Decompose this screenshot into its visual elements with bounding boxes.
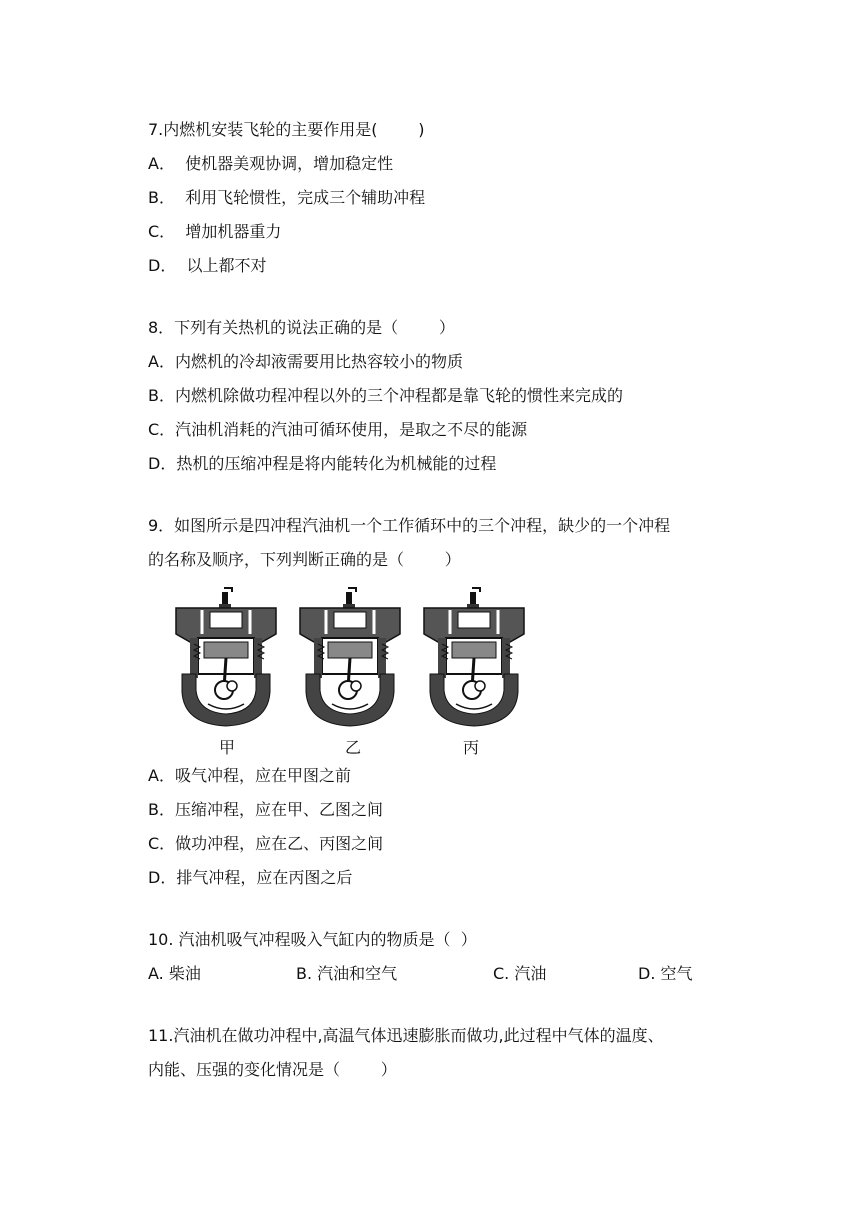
q7-option-b: B． 利用飞轮惯性，完成三个辅助冲程	[148, 188, 426, 207]
caption-yi: 乙	[344, 738, 361, 757]
q7-option-a: A． 使机器美观协调，增加稳定性	[148, 154, 394, 173]
q7-stem: 7.内燃机安装飞轮的主要作用是( )	[148, 120, 425, 139]
q8-option-d: D．热机的压缩冲程是将内能转化为机械能的过程	[148, 454, 497, 473]
caption-jia: 甲	[218, 738, 235, 757]
q8-option-b: B．内燃机除做功程冲程以外的三个冲程都是靠飞轮的惯性来完成的	[148, 386, 623, 405]
q11-stem-line2: 内能、压强的变化情况是（ ）	[148, 1060, 397, 1079]
q10-option-a: A. 柴油	[148, 964, 201, 983]
q11-stem-line1: 11.汽油机在做功冲程中,高温气体迅速膨胀而做功,此过程中气体的温度、	[148, 1026, 664, 1045]
q9-option-a: A．吸气冲程，应在甲图之前	[148, 766, 351, 785]
q10-stem: 10. 汽油机吸气冲程吸入气缸内的物质是（ ）	[148, 930, 477, 949]
q10-option-c: C. 汽油	[493, 964, 547, 983]
q9-stem-line2: 的名称及顺序，下列判断正确的是（ ）	[148, 550, 461, 569]
q8-option-a: A．内燃机的冷却液需要用比热容较小的物质	[148, 352, 463, 371]
q10-option-b: B. 汽油和空气	[296, 964, 398, 983]
engine-strokes-figure	[172, 582, 532, 742]
q7-option-c: C． 增加机器重力	[148, 222, 282, 241]
q9-stem-line1: 9．如图所示是四冲程汽油机一个工作循环中的三个冲程，缺少的一个冲程	[148, 516, 671, 535]
engine-diagram-jia	[172, 582, 280, 727]
engine-diagram-bing	[420, 582, 528, 727]
q10-option-d: D. 空气	[638, 964, 693, 983]
engine-diagram-yi	[296, 582, 404, 727]
q8-stem: 8．下列有关热机的说法正确的是（ ）	[148, 318, 455, 337]
q9-option-c: C．做功冲程，应在乙、丙图之间	[148, 834, 384, 853]
q8-option-c: C．汽油机消耗的汽油可循环使用，是取之不尽的能源	[148, 420, 528, 439]
q9-option-b: B．压缩冲程，应在甲、乙图之间	[148, 800, 383, 819]
q9-option-d: D．排气冲程，应在丙图之后	[148, 868, 353, 887]
q7-option-d: D． 以上都不对	[148, 256, 267, 275]
caption-bing: 丙	[462, 738, 479, 757]
q10-options	[148, 964, 748, 984]
